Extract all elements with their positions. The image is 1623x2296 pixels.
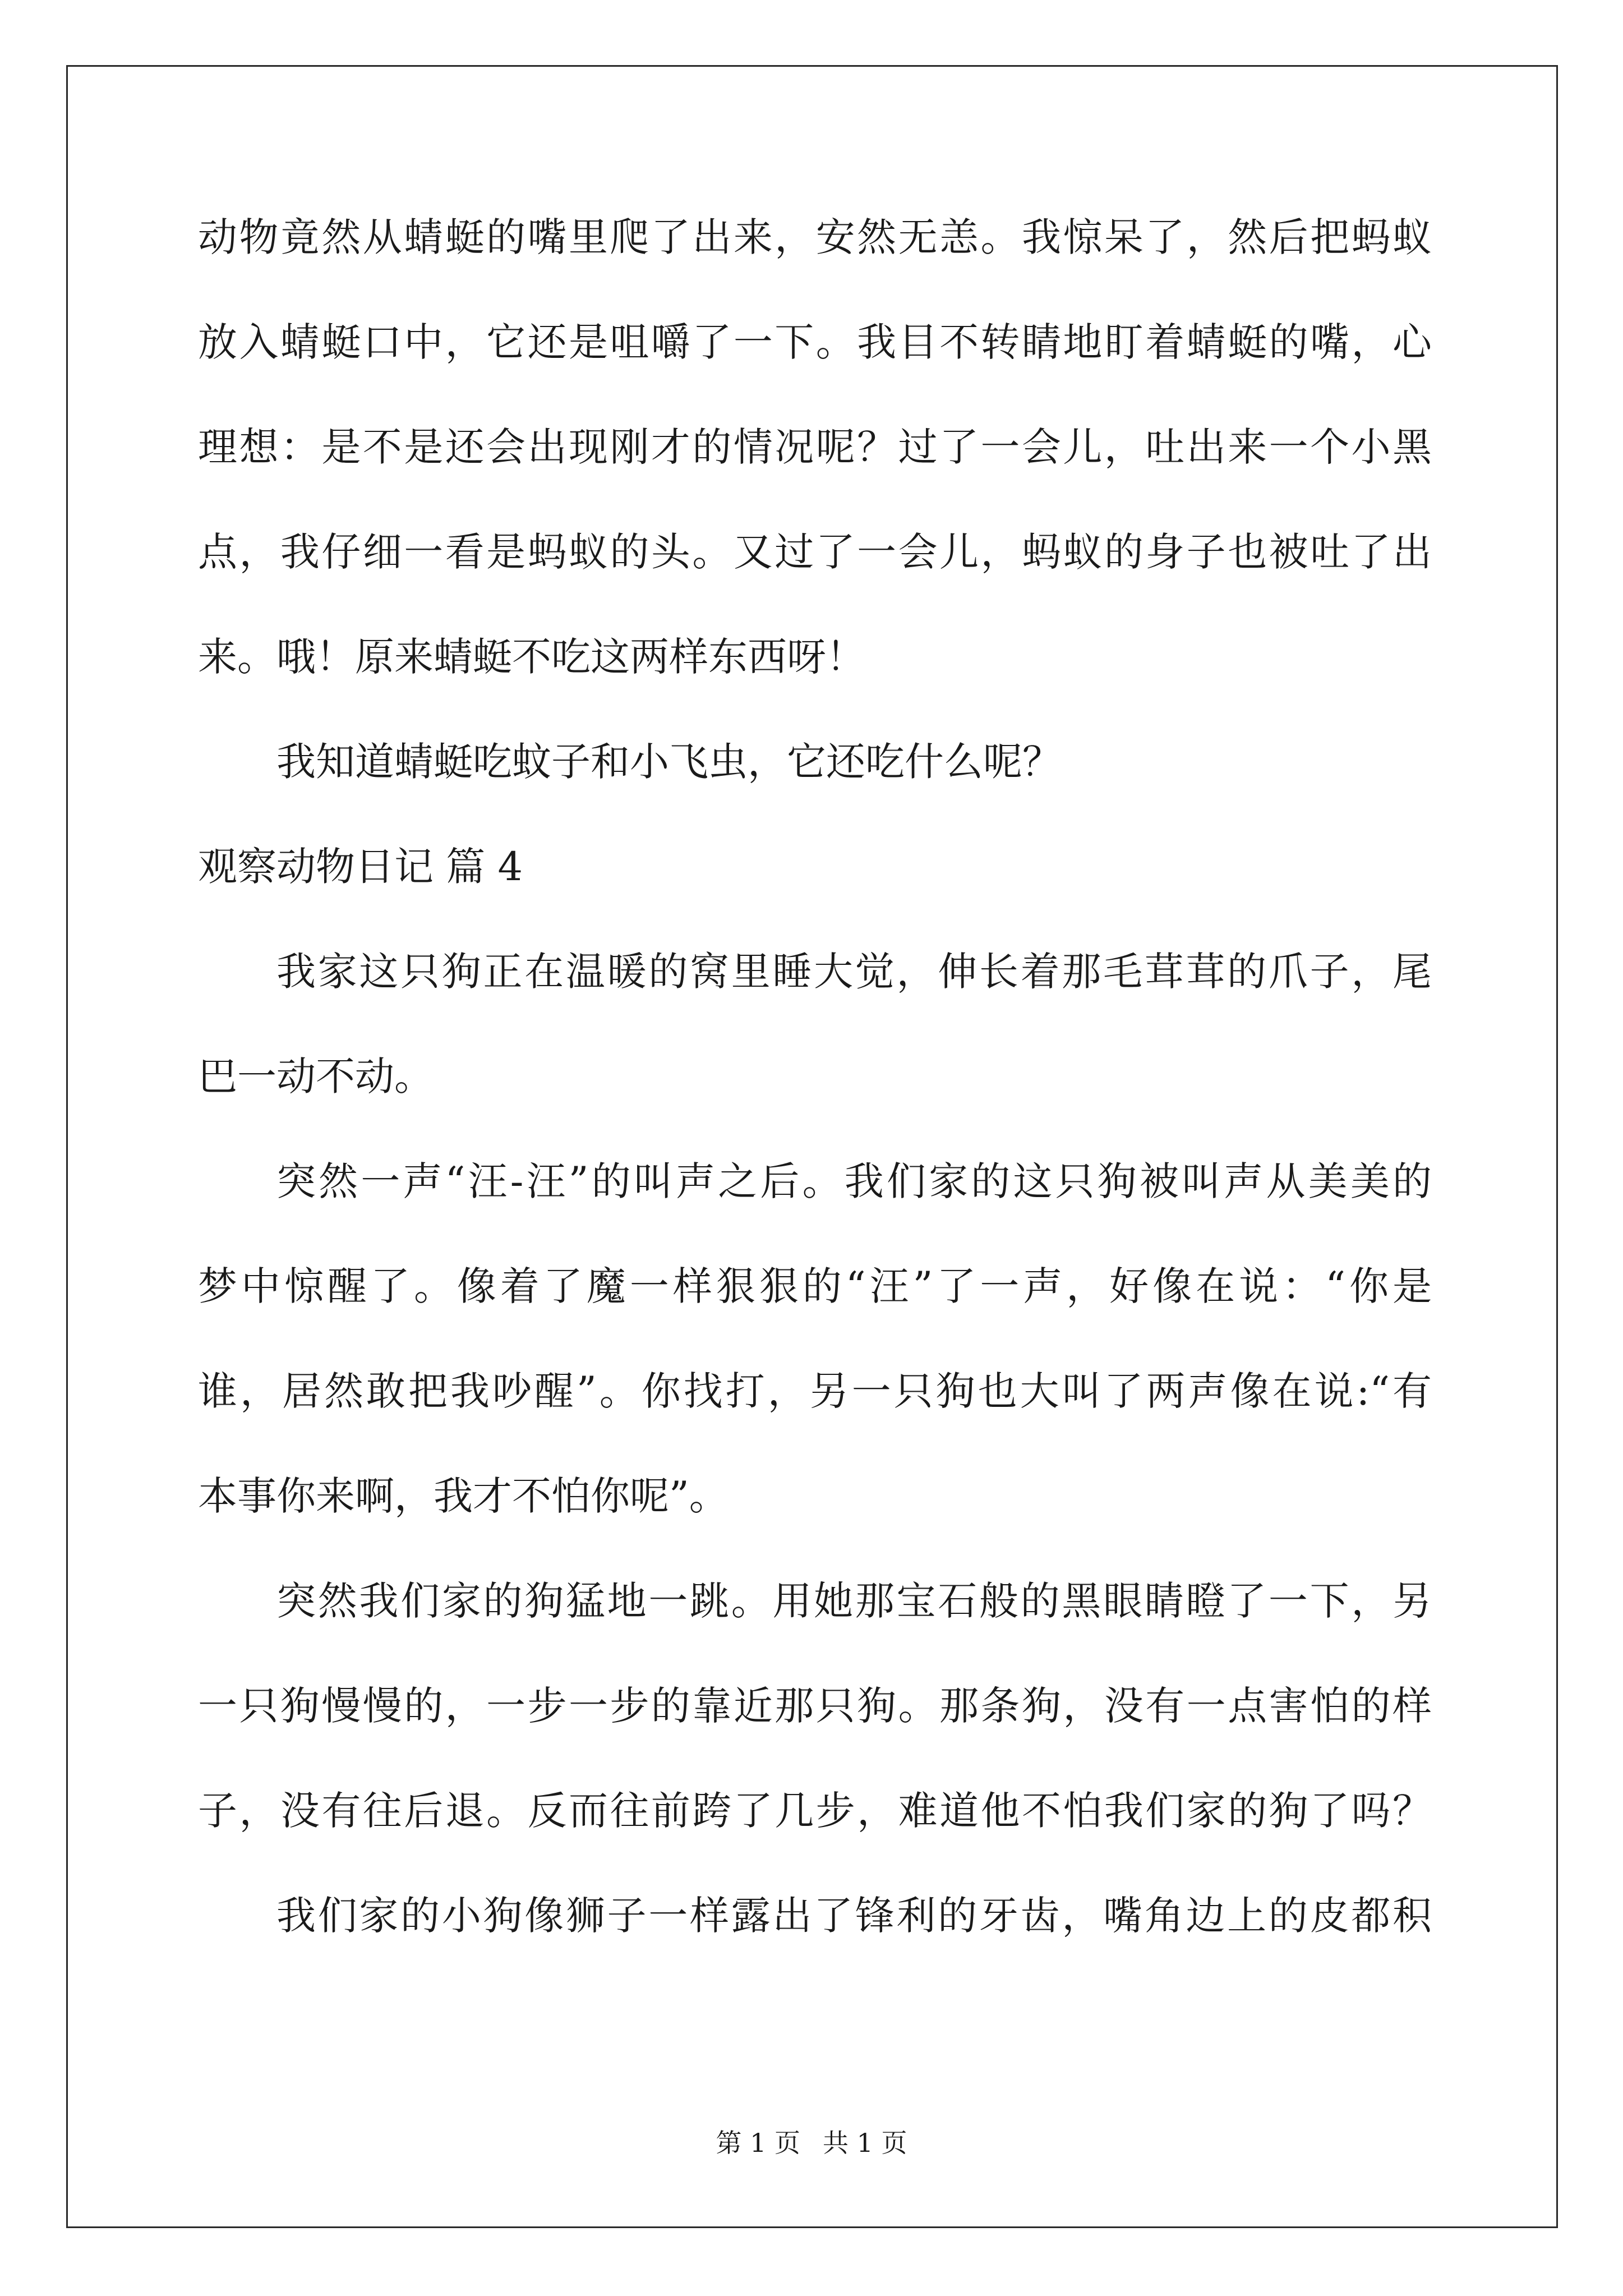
paragraph-start-line: 我们家的小狗像狮子一样露出了锋利的牙齿，嘴角边上的皮都积 <box>276 1893 1432 1939</box>
paragraph-start-line: 突然我们家的狗猛地一跳。用她那宝石般的黑眼睛瞪了一下，另 <box>276 1578 1432 1624</box>
body-line: 动物竟然从蜻蜓的嘴里爬了出来，安然无恙。我惊呆了，然后把蚂蚁 <box>198 214 1432 260</box>
document-body <box>198 214 1432 2001</box>
body-line: 巴一动不动。 <box>198 1053 434 1099</box>
body-line: 谁，居然敢把我吵醒”。你找打，另一只狗也大叫了两声像在说:“有 <box>198 1368 1432 1414</box>
body-line: 理想：是不是还会出现刚才的情况呢？过了一会儿，吐出来一个小黑 <box>198 424 1432 470</box>
paragraph-start-line: 突然一声“汪-汪”的叫声之后。我们家的这只狗被叫声从美美的 <box>276 1158 1432 1204</box>
body-line: 一只狗慢慢的，一步一步的靠近那只狗。那条狗，没有一点害怕的样 <box>198 1683 1432 1729</box>
body-line: 放入蜻蜓口中，它还是咀嚼了一下。我目不转睛地盯着蜻蜓的嘴，心 <box>198 319 1432 365</box>
page-number-total: 共 1 页 <box>823 2128 907 2158</box>
page-footer <box>0 2130 1623 2156</box>
body-line: 子，没有往后退。反而往前跨了几步，难道他不怕我们家的狗了吗？ <box>198 1788 1432 1834</box>
section-heading: 观察动物日记 篇 4 <box>198 844 523 890</box>
body-line: 点，我仔细一看是蚂蚁的头。又过了一会儿，蚂蚁的身子也被吐了出 <box>198 529 1432 575</box>
body-line: 梦中惊醒了。像着了魔一样狠狠的“汪”了一声，好像在说：“你是 <box>198 1263 1432 1309</box>
body-line: 本事你来啊，我才不怕你呢”。 <box>198 1473 728 1519</box>
paragraph-start-line: 我知道蜻蜓吃蚊子和小飞虫，它还吃什么呢？ <box>276 739 1062 785</box>
page-number-current: 第 1 页 <box>716 2128 800 2158</box>
body-line: 来。哦！原来蜻蜓不吃这两样东西呀！ <box>198 634 865 680</box>
paragraph-start-line: 我家这只狗正在温暖的窝里睡大觉，伸长着那毛茸茸的爪子，尾 <box>276 949 1432 995</box>
